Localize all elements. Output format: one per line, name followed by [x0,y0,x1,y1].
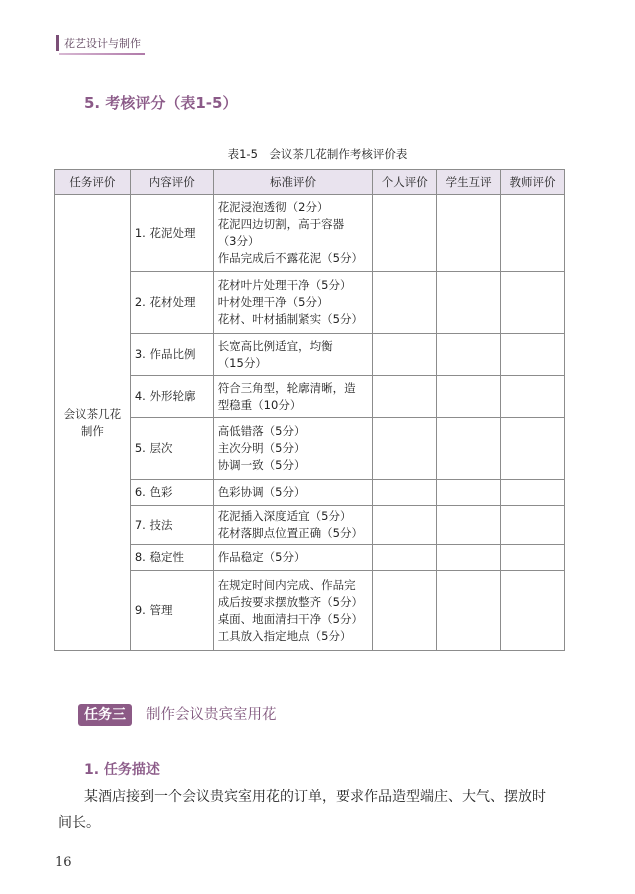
peer-score-cell [437,480,501,506]
standard-cell: 色彩协调（5分） [213,480,373,506]
self-score-cell [373,376,437,418]
task-name-cell: 会议茶几花 制作 [55,195,131,651]
standard-cell: 花材叶片处理干净（5分） 叶材处理干净（5分） 花材、叶材插制紧实（5分） [213,272,373,334]
peer-score-cell [437,272,501,334]
content-cell: 7. 技法 [130,506,213,545]
teacher-score-cell [501,571,565,651]
paragraph-line-1: 某酒店接到一个会议贵宾室用花的订单，要求作品造型端庄、大气、摆放时 [84,789,546,805]
peer-score-cell [437,195,501,272]
running-head-rule [59,53,145,55]
peer-score-cell [437,334,501,376]
table-row [55,418,565,480]
table-row [55,480,565,506]
self-score-cell [373,272,437,334]
peer-score-cell [437,571,501,651]
header-self: 个人评价 [373,170,437,195]
self-score-cell [373,571,437,651]
header-standard: 标准评价 [213,170,373,195]
peer-score-cell [437,418,501,480]
standard-cell: 花泥插入深度适宜（5分） 花材落脚点位置正确（5分） [213,506,373,545]
running-head-title: 花艺设计与制作 [64,37,141,50]
standard-cell: 作品稳定（5分） [213,545,373,571]
header-task: 任务评价 [55,170,131,195]
teacher-score-cell [501,195,565,272]
self-score-cell [373,195,437,272]
table-row [55,195,565,272]
content-cell: 4. 外形轮廓 [130,376,213,418]
table-row [55,571,565,651]
self-score-cell [373,418,437,480]
running-head-bar [56,35,59,51]
teacher-score-cell [501,272,565,334]
table-row [55,376,565,418]
peer-score-cell [437,545,501,571]
self-score-cell [373,480,437,506]
teacher-score-cell [501,480,565,506]
table-caption: 表1-5 会议茶几花制作考核评价表 [227,147,408,161]
content-cell: 3. 作品比例 [130,334,213,376]
table-header-row [55,170,565,195]
header-peer: 学生互评 [437,170,501,195]
paragraph-line-2: 间长。 [58,815,100,831]
sub-heading: 1. 任务描述 [84,762,160,778]
standard-cell: 长宽高比例适宜，均衡 （15分） [213,334,373,376]
teacher-score-cell [501,334,565,376]
standard-cell: 在规定时间内完成、作品完 成后按要求摆放整齐（5分） 桌面、地面清扫干净（5分） 工具放入指定地点（5分） [213,571,373,651]
table-row [55,334,565,376]
standard-cell: 符合三角型，轮廓清晰，造 型稳重（10分） [213,376,373,418]
content-cell: 8. 稳定性 [130,545,213,571]
section-heading: 5. 考核评分（表1-5） [84,94,238,112]
header-content: 内容评价 [130,170,213,195]
teacher-score-cell [501,506,565,545]
content-cell: 2. 花材处理 [130,272,213,334]
peer-score-cell [437,506,501,545]
teacher-score-cell [501,418,565,480]
table-row [55,506,565,545]
running-head [56,34,141,52]
content-cell: 6. 色彩 [130,480,213,506]
teacher-score-cell [501,376,565,418]
task-description [58,784,574,836]
header-teacher: 教师评价 [501,170,565,195]
self-score-cell [373,506,437,545]
task-title: 制作会议贵宾室用花 [146,707,277,723]
page-number: 16 [55,855,72,870]
standard-cell: 高低错落（5分） 主次分明（5分） 协调一致（5分） [213,418,373,480]
peer-score-cell [437,376,501,418]
table-row [55,272,565,334]
table-row [55,545,565,571]
self-score-cell [373,545,437,571]
content-cell: 5. 层次 [130,418,213,480]
task-tag: 任务三 [78,704,132,726]
content-cell: 1. 花泥处理 [130,195,213,272]
self-score-cell [373,334,437,376]
content-cell: 9. 管理 [130,571,213,651]
teacher-score-cell [501,545,565,571]
standard-cell: 花泥浸泡透彻（2分） 花泥四边切割，高于容器 （3分） 作品完成后不露花泥（5分） [213,195,373,272]
evaluation-table [54,169,565,651]
